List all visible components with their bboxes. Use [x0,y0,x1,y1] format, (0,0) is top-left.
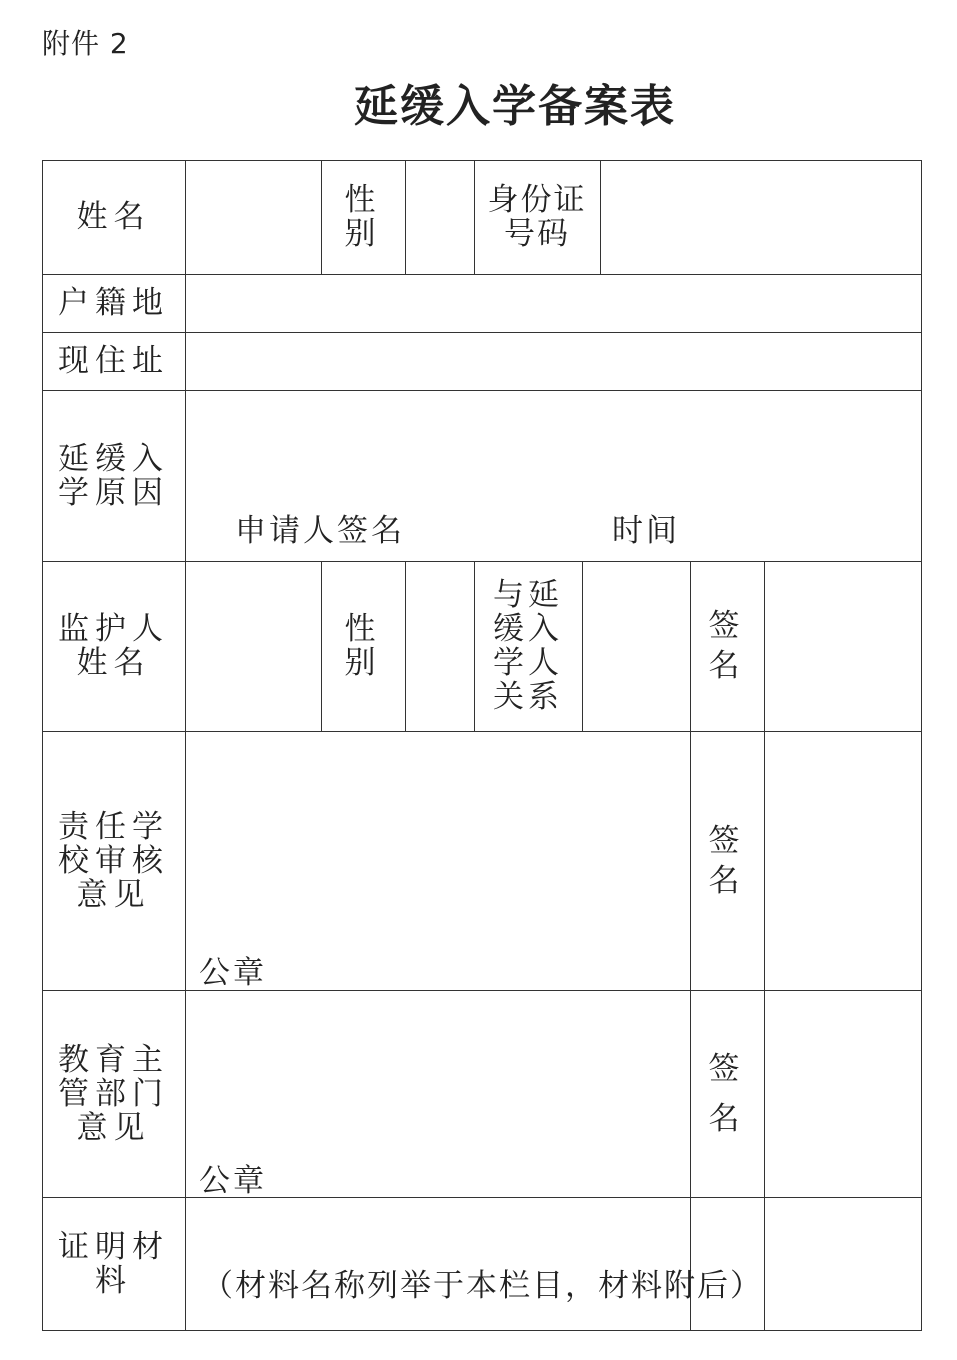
record-form-table [42,160,922,1331]
edu-authority-field[interactable] [187,992,688,1142]
reason-field[interactable] [187,392,919,492]
proof-materials-note: （材料名称列举于本栏目，材料附后） [202,1268,763,1304]
form-title: 延缓入学备案表 [354,81,676,132]
id-number-label: 身份证 号码 [487,182,587,252]
address-field[interactable] [187,334,919,388]
grid-line [582,561,583,731]
huji-field[interactable] [187,276,919,330]
proof-materials-label: 证明材 料 [58,1228,169,1299]
edu-signature-label: 签 名 [708,1050,746,1137]
edu-seal-label: 公章 [199,1163,267,1199]
huji-label: 户籍地 [58,285,169,321]
applicant-signature-label: 申请人签名 [235,513,405,549]
relationship-label: 与延 缓入 学人 关系 [493,577,563,715]
guardian-signature-field[interactable] [766,563,919,729]
grid-line [921,160,922,1331]
grid-line [405,561,406,731]
grid-line [42,1330,922,1331]
school-seal-label: 公章 [199,955,267,991]
attachment-label: 附件 2 [42,27,129,60]
school-signature-field[interactable] [766,733,919,988]
guardian-gender-field[interactable] [407,563,472,729]
relationship-field[interactable] [584,563,688,729]
grid-line [405,160,406,274]
edu-authority-label: 教育主 管部门 意见 [58,1041,169,1146]
id-number-field[interactable] [602,162,919,272]
school-review-field[interactable] [187,733,688,933]
name-label: 姓名 [76,199,151,235]
reason-label: 延缓入 学原因 [58,440,169,511]
time-label: 时间 [612,513,680,549]
grid-line [600,160,601,274]
school-review-label: 责任学 校审核 意见 [58,808,169,913]
guardian-signature-label: 签 名 [708,608,746,684]
gender-field[interactable] [407,162,472,272]
name-field[interactable] [187,162,319,272]
guardian-name-label: 监护人 姓名 [58,611,169,681]
grid-line [185,160,186,1331]
guardian-gender-label: 性 别 [344,611,382,681]
address-label: 现住址 [58,343,169,379]
gender-label: 性 别 [344,182,382,252]
edu-signature-field[interactable] [766,992,919,1195]
school-signature-label: 签 名 [708,822,746,899]
guardian-name-field[interactable] [187,563,319,729]
